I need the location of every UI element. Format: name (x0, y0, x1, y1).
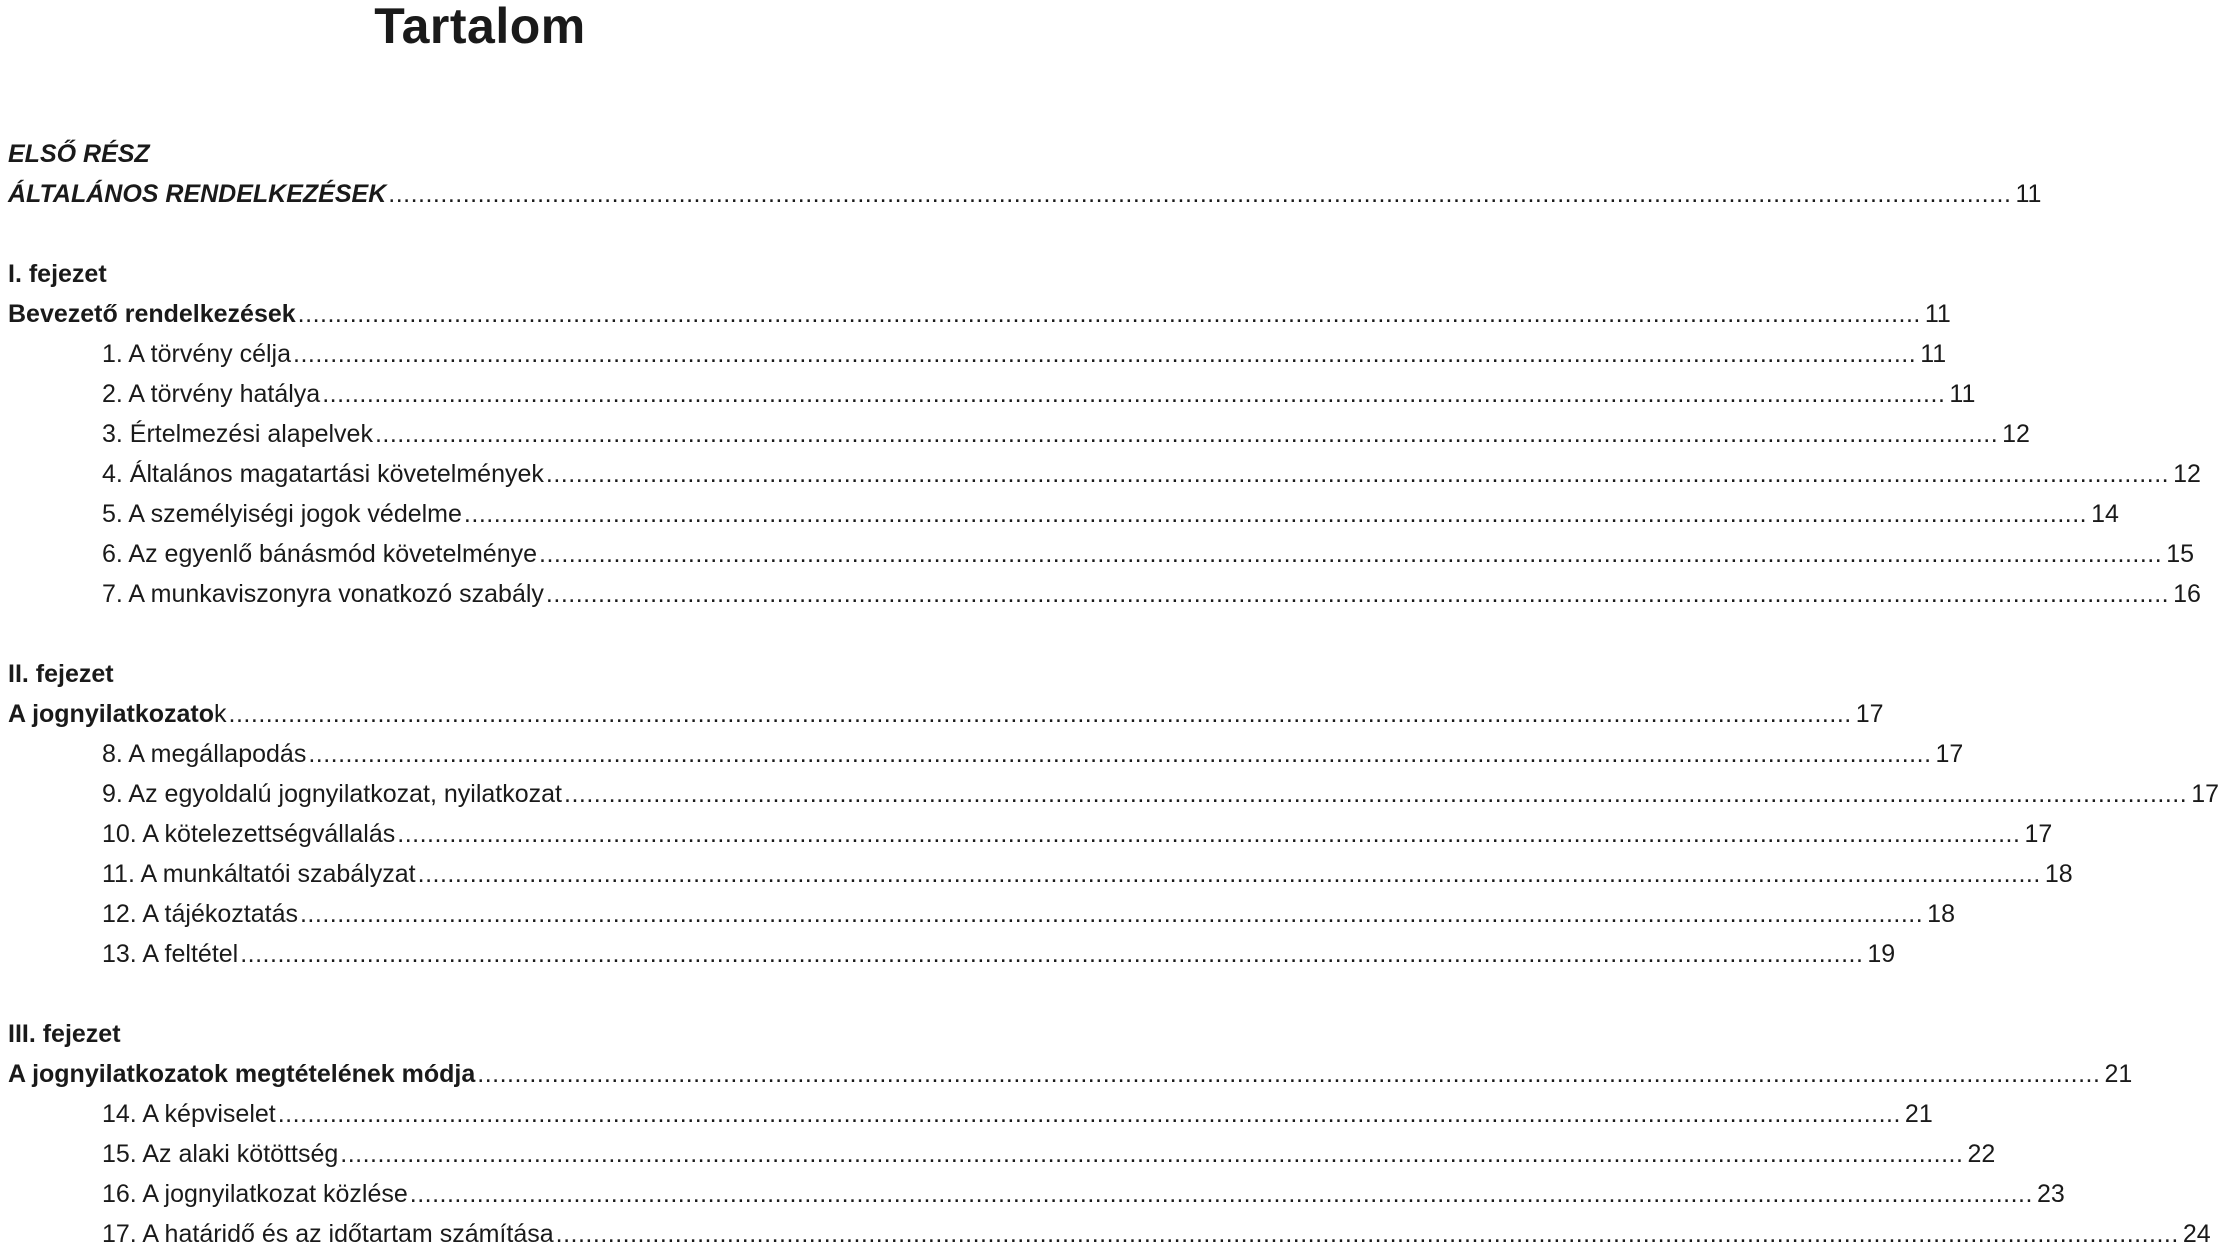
section-page: 16 (2173, 580, 2201, 608)
toc-section-entry[interactable] (8, 774, 2219, 814)
part-label: ELSŐ RÉSZ (8, 140, 150, 168)
toc-section-entry[interactable] (8, 534, 2194, 574)
toc-section-entry[interactable] (8, 374, 1976, 414)
chapter-heading-title: A jognyilatkozatok megtételének módja (8, 1060, 476, 1088)
toc-section-entry[interactable] (8, 1094, 1933, 1134)
section-title: 14. A képviselet (102, 1100, 276, 1128)
leader-dots (397, 814, 2020, 854)
section-page: 22 (1967, 1140, 1996, 1168)
toc-section-entry[interactable] (8, 1174, 2065, 1214)
part-entry-page: 11 (2015, 180, 2042, 208)
toc-section-entry[interactable] (8, 934, 1896, 974)
section-page: 19 (1867, 940, 1896, 968)
section-title: 8. A megállapodás (102, 740, 307, 768)
toc-section-entry[interactable] (8, 814, 2053, 854)
chapter-heading-title: Bevezető rendelkezések (8, 300, 296, 328)
section-page: 11 (1920, 340, 1947, 368)
leader-dots (229, 694, 1852, 734)
toc-section-entry[interactable] (8, 494, 2119, 534)
chapter-label: I. fejezet (8, 260, 107, 288)
section-title: 2. A törvény hatálya (102, 380, 321, 408)
chapter-heading-title-bold-part: A jognyilatkozato (8, 700, 215, 728)
chapter-heading-entry[interactable] (8, 294, 1951, 334)
toc-section-entry[interactable] (8, 734, 1964, 774)
section-page: 23 (2036, 1180, 2065, 1208)
chapter-label: III. fejezet (8, 1020, 121, 1048)
section-page: 12 (2002, 420, 2030, 448)
section-title: 17. A határidő és az időtartam számítása (102, 1220, 554, 1248)
section-title: 1. A törvény célja (102, 340, 292, 368)
leader-dots (546, 454, 2169, 494)
leader-dots (556, 1214, 2179, 1254)
leader-dots (418, 854, 2041, 894)
toc-section-entry[interactable] (8, 414, 2030, 454)
leader-dots (298, 294, 1921, 334)
toc-section-entry[interactable] (8, 574, 2201, 614)
leader-dots (539, 534, 2162, 574)
leader-dots (278, 1094, 1901, 1134)
section-page: 21 (1904, 1100, 1933, 1128)
section-page: 18 (2044, 860, 2073, 888)
section-title: 6. Az egyenlő bánásmód követelménye (102, 540, 537, 568)
chapter-label: II. fejezet (8, 660, 114, 688)
leader-dots (546, 574, 2169, 614)
toc-section-entry[interactable] (8, 894, 1955, 934)
chapter-heading-title (8, 694, 227, 734)
section-title: 9. Az egyoldalú jognyilatkozat, nyilatkozat (102, 780, 562, 808)
leader-dots (375, 414, 1998, 454)
section-title: 5. A személyiségi jogok védelme (102, 500, 462, 528)
leader-dots (410, 1174, 2033, 1214)
section-title: 11. A munkáltatói szabályzat (102, 860, 416, 888)
leader-dots (564, 774, 2187, 814)
section-page: 17 (2191, 780, 2219, 808)
section-title: 15. Az alaki kötöttség (102, 1140, 339, 1168)
part-entry[interactable] (8, 174, 2042, 214)
leader-dots (477, 1054, 2100, 1094)
section-title: 3. Értelmezési alapelvek (102, 420, 373, 448)
section-page: 12 (2173, 460, 2201, 488)
toc-section-entry[interactable] (8, 1134, 1996, 1174)
chapter-heading-page: 17 (1855, 700, 1884, 728)
page-title: Tartalom (374, 0, 586, 54)
section-page: 14 (2091, 500, 2119, 528)
chapter-heading-title-normal-part: k (214, 700, 227, 728)
chapter-heading-page: 11 (1924, 300, 1951, 328)
leader-dots (322, 374, 1945, 414)
section-page: 15 (2166, 540, 2194, 568)
section-title: 10. A kötelezettségvállalás (102, 820, 396, 848)
toc-section-entry[interactable] (8, 854, 2073, 894)
leader-dots (340, 1134, 1963, 1174)
section-title: 4. Általános magatartási követelmények (102, 460, 544, 488)
leader-dots (300, 894, 1923, 934)
section-page: 18 (1927, 900, 1955, 928)
section-page: 17 (1935, 740, 1964, 768)
leader-dots (308, 734, 1931, 774)
section-page: 17 (2024, 820, 2053, 848)
section-title: 7. A munkaviszonyra vonatkozó szabály (102, 580, 544, 608)
toc-section-entry[interactable] (8, 1214, 2211, 1254)
toc-section-entry[interactable] (8, 334, 1947, 374)
section-title: 16. A jognyilatkozat közlése (102, 1180, 408, 1208)
chapter-heading-page: 21 (2104, 1060, 2133, 1088)
section-page: 24 (2182, 1220, 2211, 1248)
leader-dots (293, 334, 1916, 374)
section-title: 13. A feltétel (102, 940, 239, 968)
section-title: 12. A tájékoztatás (102, 900, 298, 928)
toc-section-entry[interactable] (8, 454, 2201, 494)
part-entry-title: ÁLTALÁNOS RENDELKEZÉSEK (8, 180, 387, 208)
chapter-heading-entry[interactable] (8, 1054, 2133, 1094)
chapter-heading-entry[interactable] (8, 694, 1884, 734)
leader-dots (464, 494, 2087, 534)
section-page: 11 (1949, 380, 1976, 408)
leader-dots (240, 934, 1863, 974)
leader-dots (388, 174, 2011, 214)
